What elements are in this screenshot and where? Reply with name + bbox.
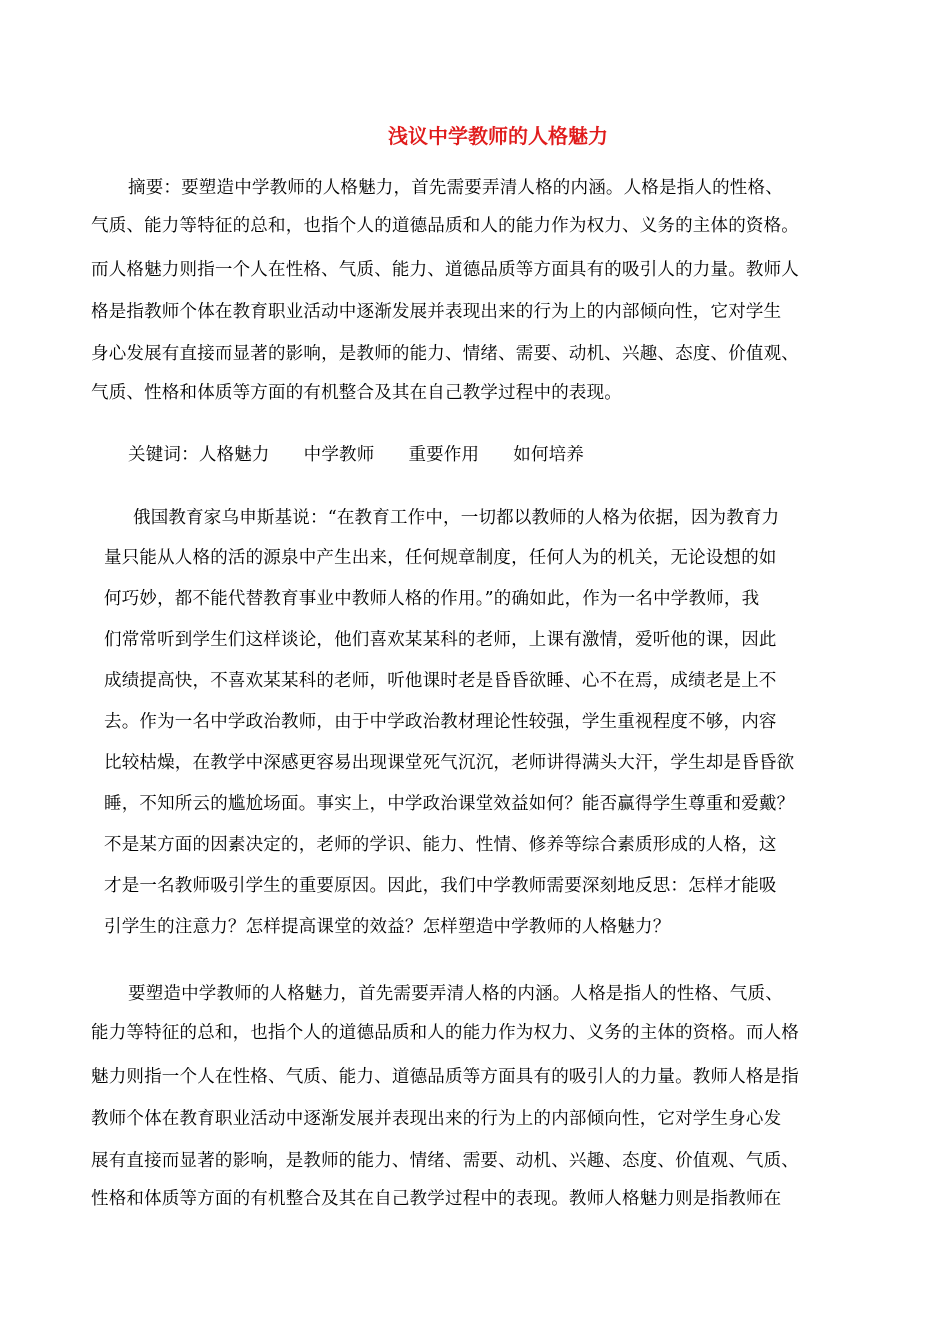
keyword: 人格魅力 xyxy=(198,445,270,465)
paragraph-line: 睡，不知所云的尴尬场面。事实上，中学政治课堂效益如何？能否赢得学生尊重和爱戴？ xyxy=(104,794,795,814)
paragraph-line: 性格和体质等方面的有机整合及其在自己教学过程中的表现。教师人格魅力则是指教师在 xyxy=(91,1189,782,1209)
paragraph-line: 量只能从人格的活的源泉中产生出来，任何规章制度，任何人为的机关，无论设想的如 xyxy=(104,548,777,568)
paragraph-line: 何巧妙，都不能代替教育事业中教师人格的作用。”的确如此，作为一名中学教师，我 xyxy=(104,589,760,609)
abstract-line: 气质、性格和体质等方面的有机整合及其在自己教学过程中的表现。 xyxy=(91,383,622,403)
paragraph-line: 引学生的注意力？怎样提高课堂的效益？怎样塑造中学教师的人格魅力？ xyxy=(104,917,671,937)
keywords-label: 关键词： xyxy=(128,445,199,465)
abstract-line: 身心发展有直接而显著的影响，是教师的能力、情绪、需要、动机、兴趣、态度、价值观、 xyxy=(91,344,799,364)
abstract-line: 而人格魅力则指一个人在性格、气质、能力、道德品质等方面具有的吸引人的力量。教师人 xyxy=(91,260,799,280)
keyword: 如何培养 xyxy=(513,445,585,465)
paragraph-line: 教师个体在教育职业活动中逐渐发展并表现出来的行为上的内部倾向性，它对学生身心发 xyxy=(91,1109,782,1129)
keyword: 重要作用 xyxy=(408,445,480,465)
paragraph-line: 成绩提高快，不喜欢某某科的老师，听他课时老是昏昏欲睡、心不在焉，成绩老是上不 xyxy=(104,671,777,691)
paragraph-line: 能力等特征的总和，也指个人的道德品质和人的能力作为权力、义务的主体的资格。而人格 xyxy=(91,1023,799,1043)
abstract-line: 气质、能力等特征的总和，也指个人的道德品质和人的能力作为权力、义务的主体的资格。 xyxy=(91,216,799,236)
paragraph-line: 们常常听到学生们这样谈论，他们喜欢某某科的老师，上课有激情，爱听他的课，因此 xyxy=(104,630,777,650)
paragraph-line: 魅力则指一个人在性格、气质、能力、道德品质等方面具有的吸引人的力量。教师人格是指 xyxy=(91,1067,799,1087)
paragraph-line: 比较枯燥，在教学中深感更容易出现课堂死气沉沉，老师讲得满头大汗，学生却是昏昏欲 xyxy=(104,753,795,773)
abstract-line: 格是指教师个体在教育职业活动中逐渐发展并表现出来的行为上的内部倾向性，它对学生 xyxy=(91,302,782,322)
keyword: 中学教师 xyxy=(303,445,375,465)
document-title: 浅议中学教师的人格魅力 xyxy=(388,124,608,148)
paragraph-line: 不是某方面的因素决定的，老师的学识、能力、性情、修养等综合素质形成的人格，这 xyxy=(104,835,777,855)
paragraph-line: 去。作为一名中学政治教师，由于中学政治教材理论性较强，学生重视程度不够，内容 xyxy=(104,712,777,732)
paragraph-line: 展有直接而显著的影响，是教师的能力、情绪、需要、动机、兴趣、态度、价值观、气质、 xyxy=(91,1151,799,1171)
keywords-row xyxy=(128,443,584,467)
paragraph-line: 俄国教育家乌申斯基说：“在教育工作中，一切都以教师的人格为依据，因为教育力 xyxy=(133,508,780,528)
abstract-line: 摘要：要塑造中学教师的人格魅力，首先需要弄清人格的内涵。人格是指人的性格、 xyxy=(128,178,783,198)
paragraph-line: 才是一名教师吸引学生的重要原因。因此，我们中学教师需要深刻地反思：怎样才能吸 xyxy=(104,876,777,896)
paragraph-line: 要塑造中学教师的人格魅力，首先需要弄清人格的内涵。人格是指人的性格、气质、 xyxy=(128,984,783,1004)
